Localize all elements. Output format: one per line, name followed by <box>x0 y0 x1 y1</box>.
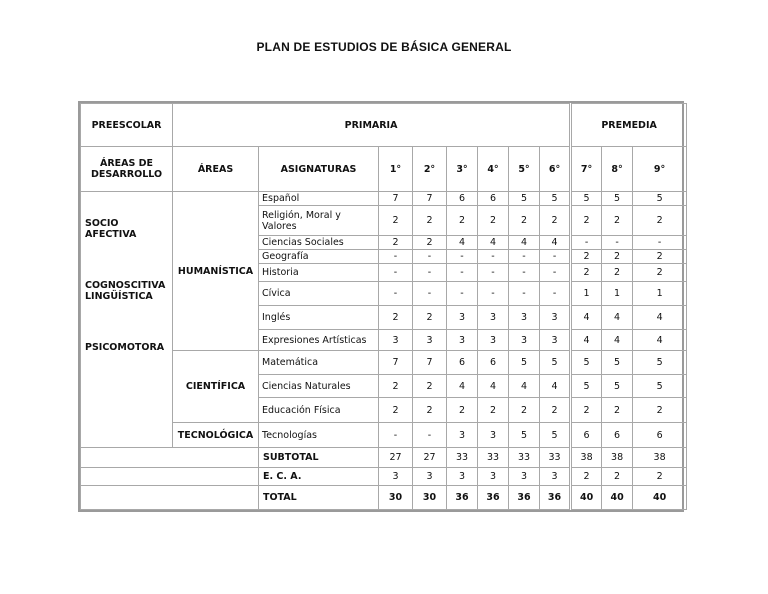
hours-cell: - <box>379 264 413 282</box>
hours-cell: 3 <box>540 306 571 330</box>
hours-cell: 4 <box>633 306 687 330</box>
hours-cell: 5 <box>602 192 633 206</box>
hours-cell: 5 <box>633 375 687 398</box>
hours-cell: 4 <box>571 306 602 330</box>
hours-cell: 2 <box>379 206 413 236</box>
plan-table <box>80 103 687 510</box>
hours-cell: 5 <box>540 423 571 448</box>
hours-cell: 2 <box>633 398 687 423</box>
hours-cell: 2 <box>571 206 602 236</box>
hours-cell: 4 <box>478 236 509 250</box>
development-areas-cell <box>81 192 173 448</box>
hours-cell: 7 <box>379 192 413 206</box>
dev-area-socio-afectiva: SOCIO AFECTIVA <box>85 218 137 240</box>
hours-cell: 2 <box>413 236 447 250</box>
hours-cell: 3 <box>540 330 571 351</box>
hours-cell: 2 <box>509 206 540 236</box>
header-row-2 <box>81 147 687 192</box>
hours-cell: - <box>379 423 413 448</box>
summary-cell: 38 <box>633 448 687 468</box>
hours-cell: - <box>478 282 509 306</box>
hours-cell: - <box>413 282 447 306</box>
hours-cell: 5 <box>571 192 602 206</box>
hours-cell: - <box>478 264 509 282</box>
hours-cell: 2 <box>602 250 633 264</box>
subtotal-row <box>81 448 687 468</box>
hours-cell: 2 <box>413 206 447 236</box>
summary-cell: 33 <box>509 448 540 468</box>
hours-cell: 2 <box>478 206 509 236</box>
summary-blank <box>81 468 259 486</box>
summary-cell: 33 <box>540 448 571 468</box>
hours-cell: 2 <box>413 398 447 423</box>
summary-cell: 3 <box>379 468 413 486</box>
header-grade: 7° <box>571 147 602 192</box>
hours-cell: 4 <box>602 330 633 351</box>
hours-cell: - <box>571 236 602 250</box>
summary-cell: 40 <box>633 486 687 510</box>
hours-cell: 3 <box>379 330 413 351</box>
summary-cell: 33 <box>478 448 509 468</box>
hours-cell: 2 <box>602 264 633 282</box>
total-row <box>81 486 687 510</box>
summary-cell: 27 <box>413 448 447 468</box>
area-cientifica: CIENTÍFICA <box>173 351 259 423</box>
hours-cell: 7 <box>379 351 413 375</box>
hours-cell: 2 <box>540 206 571 236</box>
header-primaria: PRIMARIA <box>173 104 571 147</box>
hours-cell: 1 <box>571 282 602 306</box>
hours-cell: 2 <box>602 206 633 236</box>
hours-cell: 2 <box>478 398 509 423</box>
hours-cell: 6 <box>633 423 687 448</box>
hours-cell: 1 <box>602 282 633 306</box>
summary-cell: 2 <box>602 468 633 486</box>
area-tecnologica: TECNOLÓGICA <box>173 423 259 448</box>
subject-name: Religión, Moral y Valores <box>259 206 379 236</box>
hours-cell: 4 <box>571 330 602 351</box>
header-grade: 9° <box>633 147 687 192</box>
hours-cell: 6 <box>478 192 509 206</box>
summary-cell: 2 <box>571 468 602 486</box>
header-grade: 4° <box>478 147 509 192</box>
summary-cell: 38 <box>602 448 633 468</box>
summary-cell: 30 <box>379 486 413 510</box>
hours-cell: - <box>413 423 447 448</box>
hours-cell: - <box>509 282 540 306</box>
dev-area-psicomotora: PSICOMOTORA <box>85 342 165 353</box>
header-grade: 5° <box>509 147 540 192</box>
summary-cell: 40 <box>571 486 602 510</box>
hours-cell: - <box>447 282 478 306</box>
hours-cell: 7 <box>413 351 447 375</box>
summary-cell: 36 <box>509 486 540 510</box>
hours-cell: 2 <box>379 306 413 330</box>
hours-cell: 3 <box>447 330 478 351</box>
hours-cell: 3 <box>478 306 509 330</box>
hours-cell: - <box>509 264 540 282</box>
hours-cell: 6 <box>478 351 509 375</box>
hours-cell: - <box>379 250 413 264</box>
header-grade: 3° <box>447 147 478 192</box>
hours-cell: 5 <box>633 192 687 206</box>
hours-cell: 5 <box>633 351 687 375</box>
hours-cell: 2 <box>379 375 413 398</box>
subject-name: Español <box>259 192 379 206</box>
summary-cell: 30 <box>413 486 447 510</box>
hours-cell: 3 <box>478 423 509 448</box>
hours-cell: 3 <box>447 306 478 330</box>
hours-cell: 5 <box>509 192 540 206</box>
header-premedia: PREMEDIA <box>571 104 687 147</box>
area-humanistica: HUMANÍSTICA <box>173 192 259 351</box>
summary-blank <box>81 486 259 510</box>
hours-cell: 1 <box>633 282 687 306</box>
subject-name: Educación Física <box>259 398 379 423</box>
hours-cell: 3 <box>447 423 478 448</box>
table-row <box>81 192 687 206</box>
summary-cell: 36 <box>478 486 509 510</box>
hours-cell: 2 <box>509 398 540 423</box>
hours-cell: 2 <box>571 250 602 264</box>
hours-cell: 2 <box>571 398 602 423</box>
header-grade: 2° <box>413 147 447 192</box>
summary-cell: 33 <box>447 448 478 468</box>
hours-cell: 6 <box>447 192 478 206</box>
summary-label: E. C. A. <box>259 468 379 486</box>
hours-cell: 2 <box>633 264 687 282</box>
subject-name: Tecnologías <box>259 423 379 448</box>
hours-cell: 2 <box>379 236 413 250</box>
hours-cell: 2 <box>447 206 478 236</box>
hours-cell: 7 <box>413 192 447 206</box>
hours-cell: 4 <box>447 236 478 250</box>
hours-cell: - <box>540 264 571 282</box>
hours-cell: 5 <box>571 375 602 398</box>
hours-cell: 2 <box>571 264 602 282</box>
hours-cell: 2 <box>413 306 447 330</box>
hours-cell: 3 <box>478 330 509 351</box>
hours-cell: 2 <box>633 250 687 264</box>
hours-cell: 2 <box>379 398 413 423</box>
hours-cell: 4 <box>509 236 540 250</box>
hours-cell: 6 <box>602 423 633 448</box>
hours-cell: 3 <box>413 330 447 351</box>
summary-cell: 40 <box>602 486 633 510</box>
header-areas-desarrollo: ÁREAS DE DESARROLLO <box>81 147 173 192</box>
summary-blank <box>81 448 259 468</box>
header-asignaturas: ASIGNATURAS <box>259 147 379 192</box>
summary-label: SUBTOTAL <box>259 448 379 468</box>
summary-cell: 38 <box>571 448 602 468</box>
summary-cell: 3 <box>478 468 509 486</box>
hours-cell: 3 <box>509 330 540 351</box>
hours-cell: - <box>413 264 447 282</box>
header-grade: 6° <box>540 147 571 192</box>
summary-cell: 36 <box>540 486 571 510</box>
hours-cell: 4 <box>602 306 633 330</box>
hours-cell: 5 <box>509 423 540 448</box>
hours-cell: 2 <box>540 398 571 423</box>
subject-name: Historia <box>259 264 379 282</box>
hours-cell: 5 <box>540 192 571 206</box>
header-row-1 <box>81 104 687 147</box>
summary-label: TOTAL <box>259 486 379 510</box>
curriculum-table <box>78 101 684 512</box>
hours-cell: - <box>602 236 633 250</box>
hours-cell: 2 <box>413 375 447 398</box>
dev-area-cognoscitiva: COGNOSCITIVA LINGÜÍSTICA <box>85 280 166 302</box>
summary-cell: 3 <box>540 468 571 486</box>
summary-cell: 36 <box>447 486 478 510</box>
summary-cell: 3 <box>413 468 447 486</box>
subject-name: Matemática <box>259 351 379 375</box>
hours-cell: 5 <box>509 351 540 375</box>
hours-cell: 6 <box>447 351 478 375</box>
header-grade: 1° <box>379 147 413 192</box>
header-grade: 8° <box>602 147 633 192</box>
hours-cell: 2 <box>447 398 478 423</box>
subject-name: Inglés <box>259 306 379 330</box>
hours-cell: 6 <box>571 423 602 448</box>
header-preescolar: PREESCOLAR <box>81 104 173 147</box>
hours-cell: - <box>540 282 571 306</box>
hours-cell: 4 <box>447 375 478 398</box>
hours-cell: - <box>633 236 687 250</box>
hours-cell: - <box>413 250 447 264</box>
hours-cell: 2 <box>602 398 633 423</box>
hours-cell: 3 <box>509 306 540 330</box>
eca-row <box>81 468 687 486</box>
hours-cell: - <box>379 282 413 306</box>
summary-cell: 27 <box>379 448 413 468</box>
hours-cell: - <box>540 250 571 264</box>
hours-cell: 4 <box>509 375 540 398</box>
hours-cell: 5 <box>540 351 571 375</box>
hours-cell: 4 <box>478 375 509 398</box>
hours-cell: 5 <box>602 375 633 398</box>
hours-cell: 5 <box>571 351 602 375</box>
subject-name: Cívica <box>259 282 379 306</box>
hours-cell: - <box>447 250 478 264</box>
hours-cell: - <box>447 264 478 282</box>
subject-name: Ciencias Sociales <box>259 236 379 250</box>
hours-cell: 4 <box>540 236 571 250</box>
summary-cell: 2 <box>633 468 687 486</box>
hours-cell: 2 <box>633 206 687 236</box>
subject-name: Ciencias Naturales <box>259 375 379 398</box>
summary-cell: 3 <box>509 468 540 486</box>
summary-cell: 3 <box>447 468 478 486</box>
header-areas: ÁREAS <box>173 147 259 192</box>
hours-cell: 5 <box>602 351 633 375</box>
subject-name: Geografía <box>259 250 379 264</box>
hours-cell: - <box>478 250 509 264</box>
document-title: PLAN DE ESTUDIOS DE BÁSICA GENERAL <box>256 40 512 54</box>
hours-cell: 4 <box>633 330 687 351</box>
subject-name: Expresiones Artísticas <box>259 330 379 351</box>
hours-cell: 4 <box>540 375 571 398</box>
hours-cell: - <box>509 250 540 264</box>
